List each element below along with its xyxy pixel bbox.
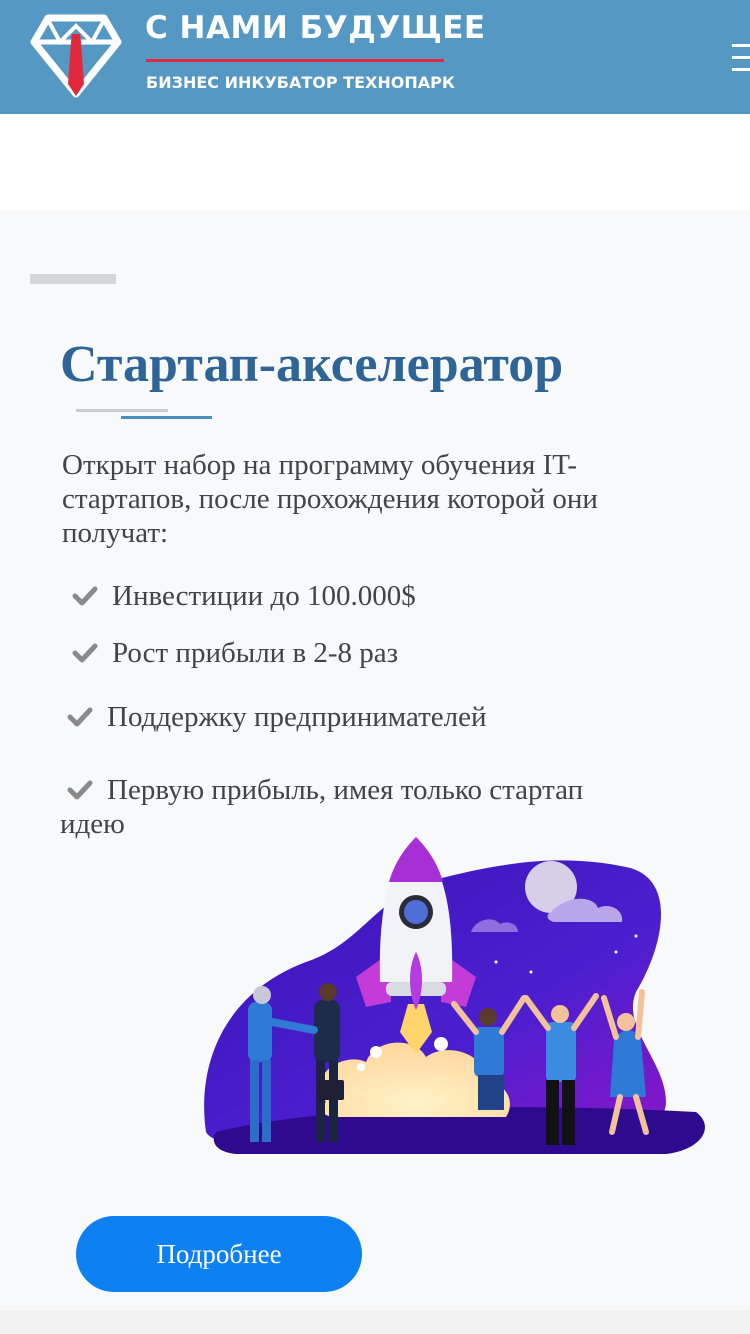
benefit-label: Первую прибыль, имея только стартап идею <box>60 774 584 840</box>
checkmark-icon <box>72 585 98 607</box>
title-underline-blue <box>121 416 212 419</box>
brand-divider <box>146 59 444 62</box>
header-spacer <box>0 114 750 210</box>
rocket-launch-illustration <box>196 832 716 1172</box>
brand-subtitle: БИЗНЕС ИНКУБАТОР ТЕХНОПАРК <box>146 73 455 92</box>
more-button[interactable]: Подробнее <box>76 1216 362 1292</box>
benefit-item <box>72 579 416 613</box>
footer-strip <box>0 1310 750 1334</box>
benefit-label: Рост прибыли в 2-8 раз <box>112 637 399 669</box>
brand-title: С НАМИ БУДУЩЕЕ <box>145 10 486 46</box>
checkmark-icon <box>67 779 93 801</box>
diamond-tie-logo-icon[interactable] <box>30 12 122 100</box>
benefit-item <box>67 700 486 734</box>
title-underline-gray <box>76 409 168 412</box>
section-accent-bar <box>30 274 116 284</box>
page-title: Стартап-акселератор <box>60 336 564 393</box>
hamburger-menu-icon[interactable] <box>732 44 750 76</box>
benefit-item <box>72 636 398 670</box>
benefit-label: Поддержку предпринимателей <box>107 701 487 733</box>
checkmark-icon <box>72 642 98 664</box>
checkmark-icon <box>67 706 93 728</box>
benefit-item <box>60 773 620 841</box>
site-header <box>0 0 750 114</box>
intro-text: Открыт набор на программу обучения IT-стартапов, после прохождения которой они получат: <box>62 449 598 549</box>
benefit-label: Инвестиции до 100.000$ <box>112 580 416 612</box>
